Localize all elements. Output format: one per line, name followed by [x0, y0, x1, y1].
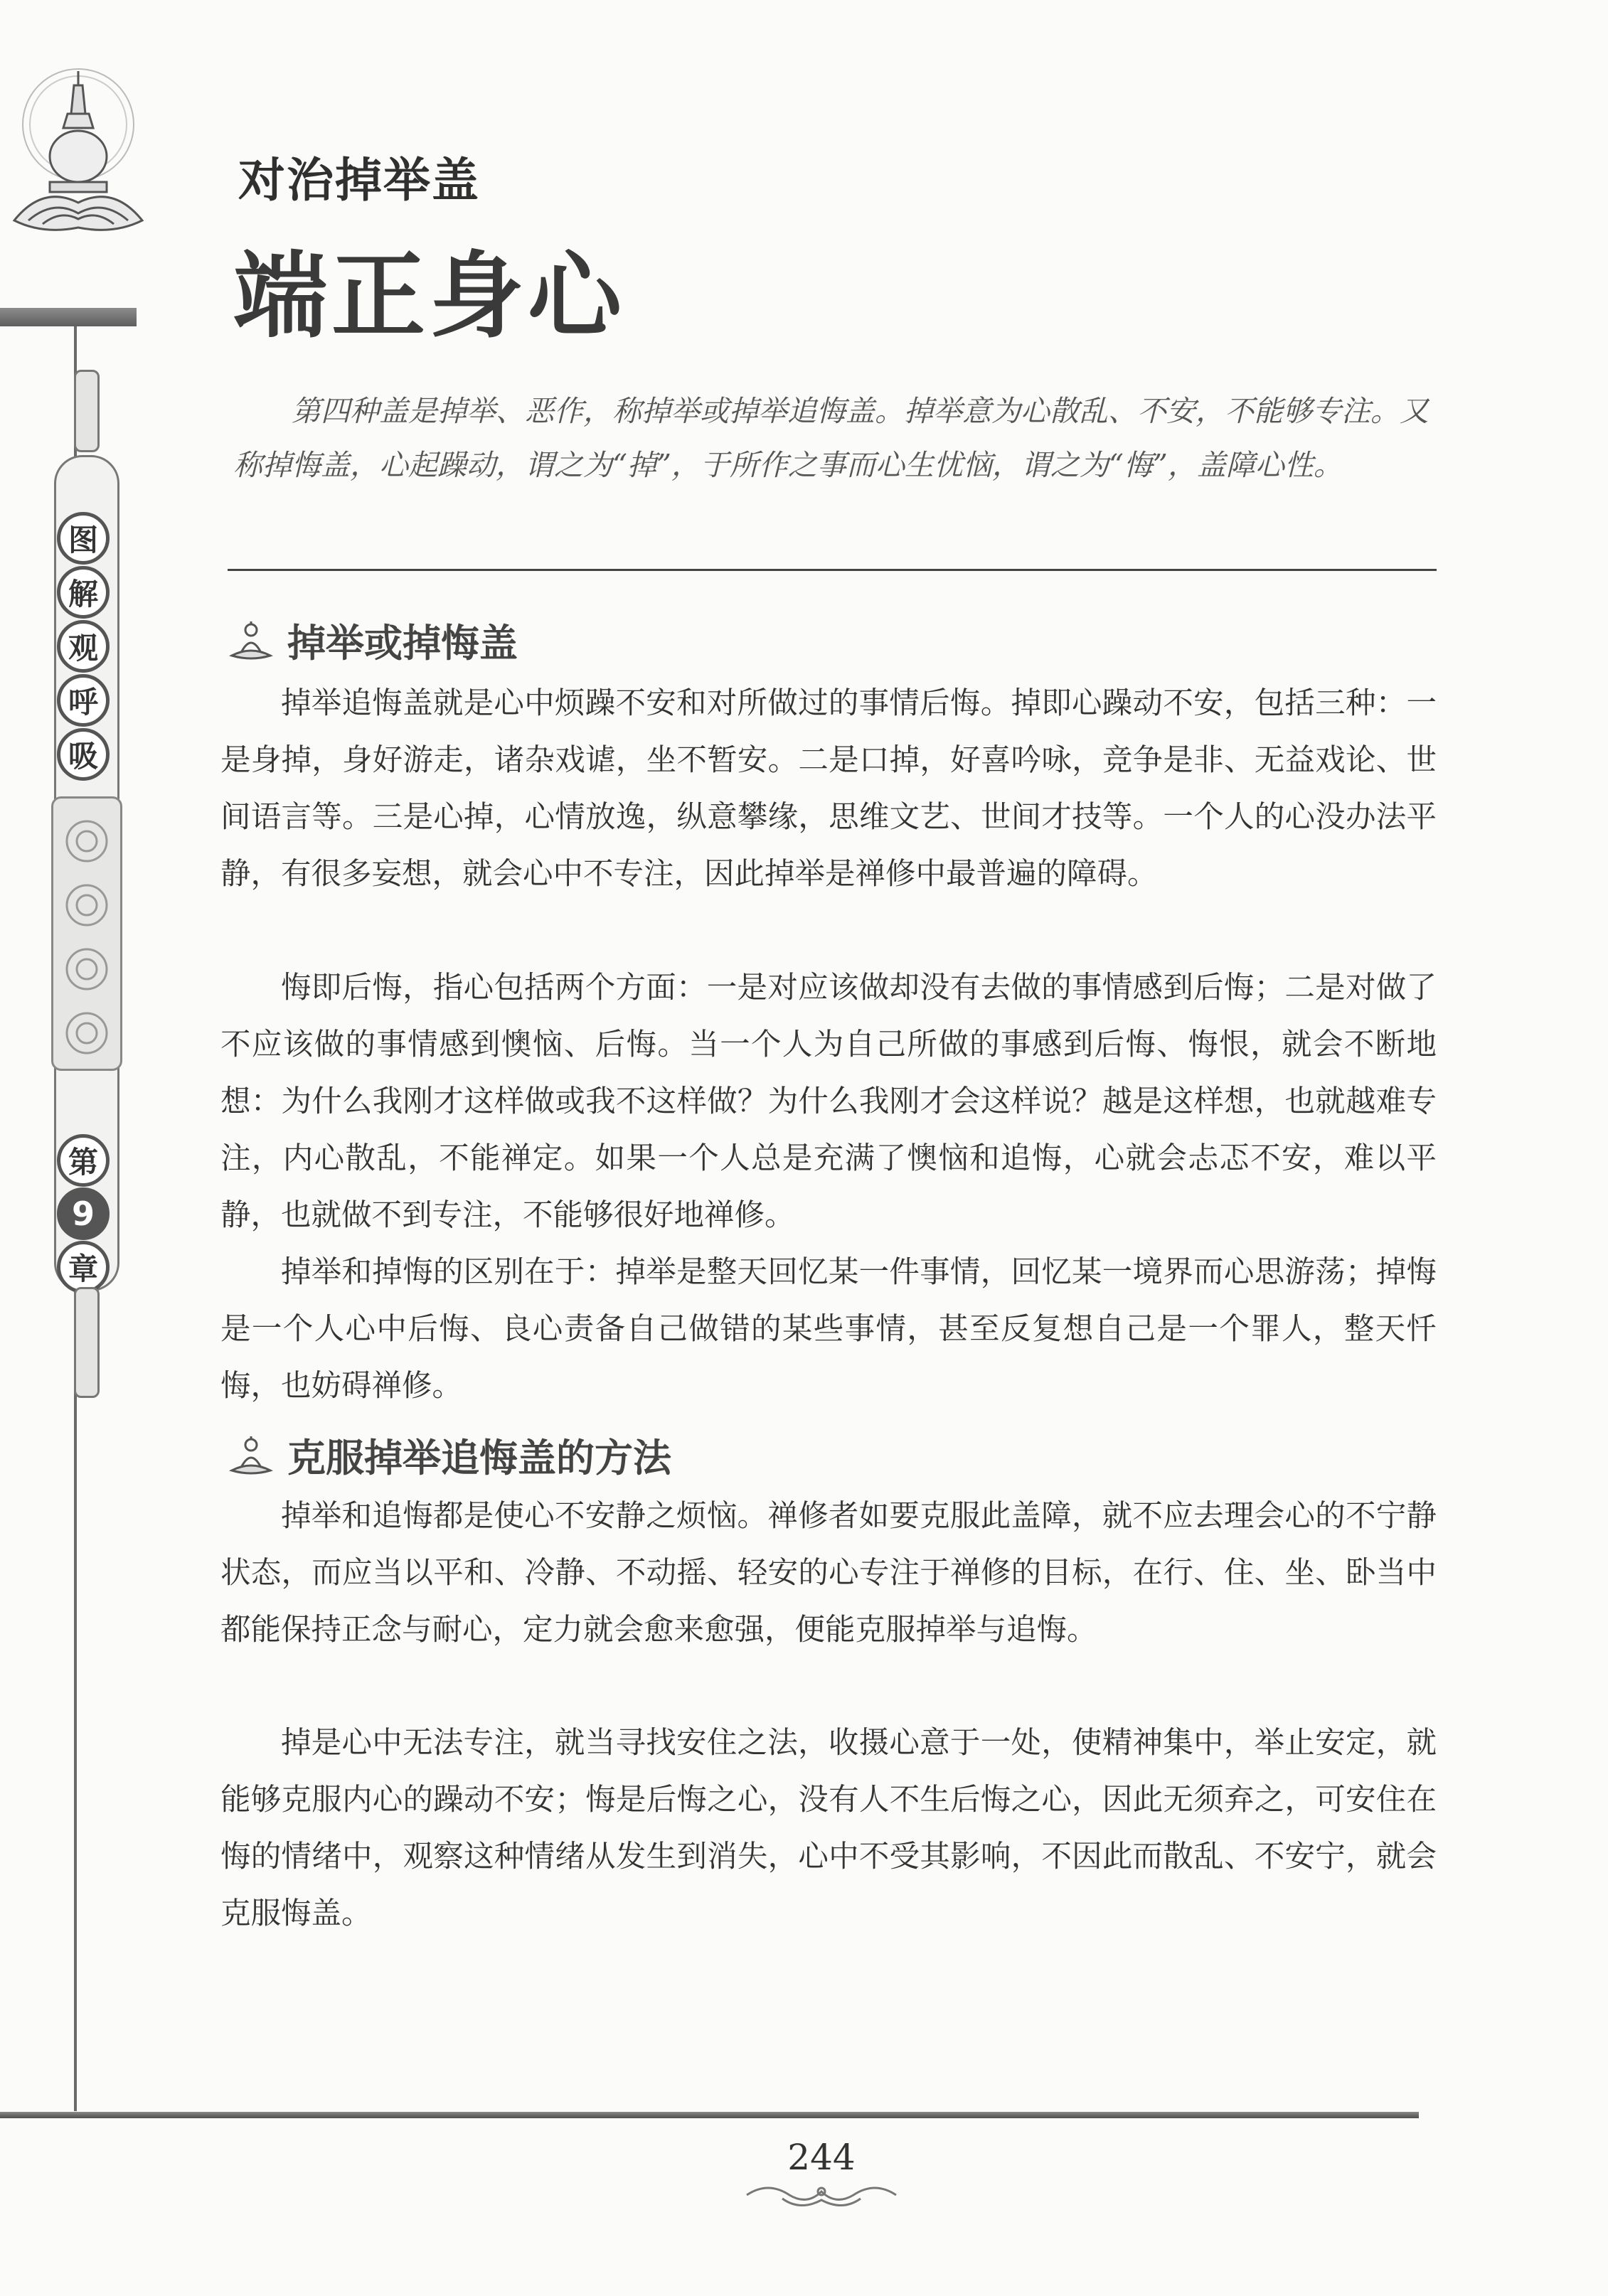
book-title-char: 解: [57, 566, 110, 619]
section-heading-text: 克服掉举追悔盖的方法: [287, 1435, 671, 1480]
chapter-char: 第: [57, 1134, 110, 1187]
book-title-char: 观: [57, 620, 110, 673]
chapter-number: 9: [57, 1187, 110, 1240]
section-heading: [228, 613, 518, 668]
footer-ornament: [740, 2177, 903, 2213]
page-number: 244: [787, 2137, 856, 2178]
sidebar-scroll: [44, 370, 127, 1401]
scroll-bottom-cap: [74, 1287, 100, 1398]
scroll-ornament-pattern: [51, 796, 122, 1071]
body-paragraph: 掉是心中无法专注，就当寻找安住之法，收摄心意于一处，使精神集中，举止安定，就能够克服内心的躁动不安；悔是后悔之心，没有人不生后悔之心，因此无须弃之，可安住在悔的情绪中，观察这种情绪从发生到消失，心中不受其影响，不因此而散乱、不安宁，就会克服悔盖。: [220, 1726, 1437, 1931]
section-subtitle: 对治掉举盖: [238, 153, 480, 208]
section-heading: [228, 1428, 671, 1483]
book-title-char: 呼: [57, 674, 110, 727]
intro-paragraph: 第四种盖是掉举、恶作，称掉举或掉举追悔盖。掉举意为心散乱、不安，不能够专注。又称掉悔盖，心起躁动，谓之为“掉”，于所作之事而心生忧恼，谓之为“悔”，盖障心性。: [233, 394, 1429, 482]
meditating-buddha-icon: [228, 1432, 275, 1479]
divider-rule: [228, 569, 1437, 571]
book-title-char: 图: [57, 512, 110, 565]
stupa-illustration: [0, 57, 164, 284]
book-title-char: 吸: [57, 728, 110, 781]
footer-rule: [0, 2112, 1419, 2118]
scroll-top-cap: [74, 370, 100, 452]
body-paragraph: 掉举和追悔都是使心不安静之烦恼。禅修者如要克服此盖障，就不应去理会心的不宁静状态，而应当以平和、冷静、不动摇、轻安的心专注于禅修的目标，在行、住、坐、卧当中都能保持正念与耐心，定力就会愈来愈强，便能克服掉举与追悔。: [220, 1499, 1437, 1648]
chapter-char: 章: [57, 1241, 110, 1293]
section-heading-text: 掉举或掉悔盖: [287, 620, 518, 666]
meditating-buddha-icon: [228, 617, 275, 664]
body-paragraph: 掉举追悔盖就是心中烦躁不安和对所做过的事情后悔。掉即心躁动不安，包括三种：一是身掉，身好游走，诸杂戏谑，坐不暂安。二是口掉，好喜吟咏，竞争是非、无益戏论、世间语言等。三是心掉，心情放逸，纵意攀缘，思维文艺、世间才技等。一个人的心没办法平静，有很多妄想，就会心中不专注，因此掉举是禅修中最普遍的障碍。: [220, 686, 1437, 892]
page-title: 端正身心: [233, 241, 626, 351]
body-paragraph: 悔即后悔，指心包括两个方面：一是对应该做却没有去做的事情感到后悔；二是对做了不应该做的事情感到懊恼、后悔。当一个人为自己所做的事感到后悔、悔恨，就会不断地想：为什么我刚才这样做或我不这样做？为什么我刚才会这样说？越是这样想，也就越难专注，内心散乱，不能禅定。如果一个人总是充满了懊恼和追悔，心就会忐忑不安，难以平静，也就做不到专注，不能够很好地禅修。: [220, 971, 1437, 1233]
body-paragraph: 掉举和掉悔的区别在于：掉举是整天回忆某一件事情，回忆某一境界而心思游荡；掉悔是一个人心中后悔、良心责备自己做错的某些事情，甚至反复想自己是一个罪人，整天忏悔，也妨碍禅修。: [220, 1255, 1437, 1404]
top-accent-bar: [0, 308, 137, 326]
